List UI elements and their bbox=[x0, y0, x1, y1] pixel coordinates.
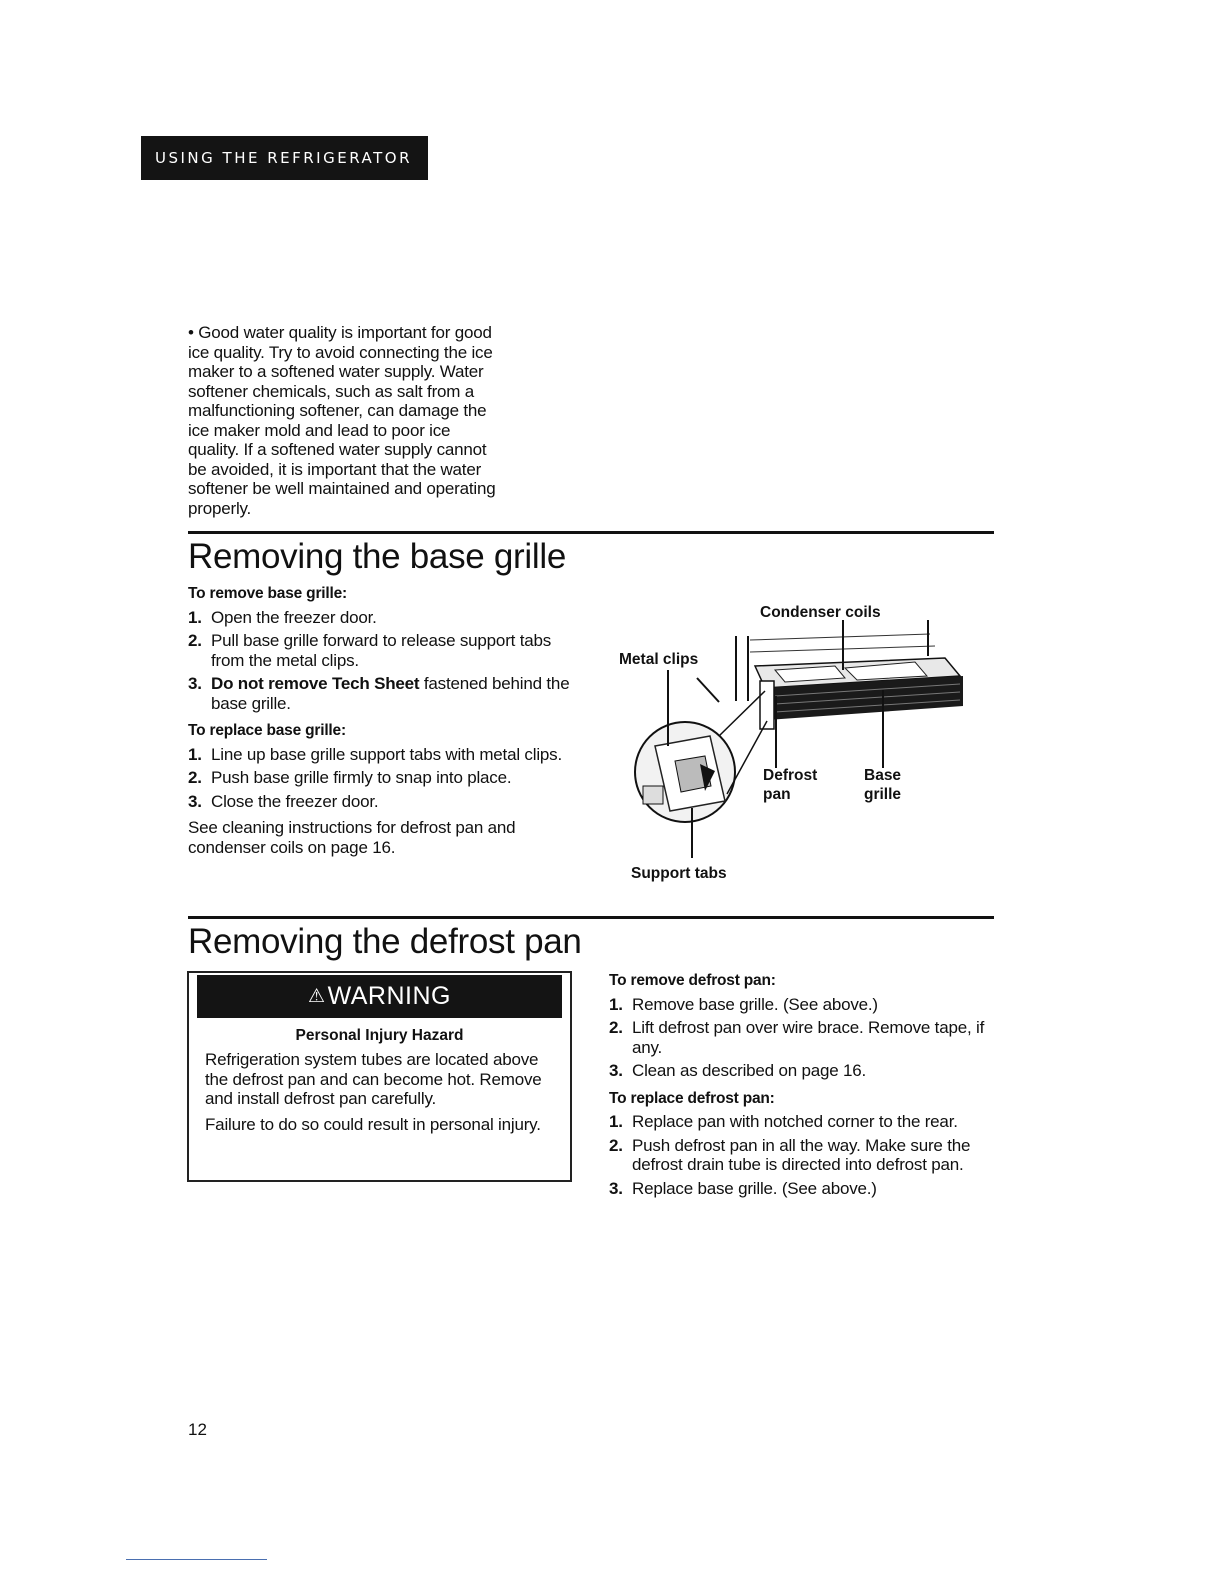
section-divider bbox=[188, 531, 994, 534]
step-text: Replace base grille. (See above.) bbox=[632, 1178, 877, 1198]
list-item bbox=[188, 608, 583, 628]
step-text: Push defrost pan in all the way. Make sure the defrost drain tube is directed into defrost pan. bbox=[632, 1135, 971, 1174]
intro-line: quality. If a softened water supply cannot bbox=[188, 440, 487, 459]
metal-clips-label: Metal clips bbox=[619, 651, 699, 668]
intro-line: ice maker mold and lead to poor ice bbox=[188, 420, 451, 440]
list-item bbox=[609, 995, 993, 1015]
list-item bbox=[609, 1179, 993, 1199]
step-text: fastened behind the base grille. bbox=[211, 674, 570, 713]
list-item bbox=[188, 631, 583, 670]
step-text: Lift defrost pan over wire brace. Remove tape, if any. bbox=[632, 1018, 985, 1057]
step-text: Line up base grille support tabs with metal clips. bbox=[211, 744, 562, 764]
remove-pan-steps bbox=[609, 995, 993, 1081]
list-item bbox=[609, 1061, 993, 1081]
step-text: Pull base grille forward to release support tabs from the metal clips. bbox=[211, 631, 552, 670]
intro-line: • Good water quality is important for good bbox=[188, 323, 492, 342]
step-text: Replace pan with notched corner to the rear. bbox=[632, 1112, 958, 1131]
step-number: 2. bbox=[188, 768, 202, 787]
remove-grille-steps bbox=[188, 608, 583, 714]
step-number: 1. bbox=[188, 744, 202, 764]
step-number: 3. bbox=[188, 674, 202, 693]
refrigerator-base-illustration bbox=[615, 596, 975, 896]
step-number: 2. bbox=[188, 631, 202, 650]
warning-box bbox=[187, 971, 572, 1182]
warning-paragraph: Refrigeration system tubes are located above the defrost pan and can become hot. Remove and install defrost pan carefully. bbox=[205, 1050, 542, 1108]
defrost-pan-label-line2: pan bbox=[763, 786, 791, 803]
intro-line: malfunctioning softener, can damage the bbox=[188, 401, 487, 420]
list-item bbox=[609, 1112, 993, 1132]
list-item bbox=[188, 768, 583, 788]
defrost-pan-heading: Removing the defrost pan bbox=[188, 922, 582, 961]
step-text: Push base grille firmly to snap into place. bbox=[211, 768, 512, 787]
intro-line: softener be well maintained and operating bbox=[188, 479, 496, 498]
step-text: Close the freezer door. bbox=[211, 791, 379, 811]
step-number: 1. bbox=[609, 1112, 623, 1131]
intro-line: maker to a softened water supply. Water bbox=[188, 362, 484, 381]
warning-label: WARNING bbox=[327, 982, 451, 1010]
list-item bbox=[188, 792, 583, 812]
step-bold-text: Do not remove Tech Sheet bbox=[211, 674, 420, 693]
base-grille-label-line2: grille bbox=[864, 786, 902, 803]
step-number: 2. bbox=[609, 1018, 623, 1037]
defrost-pan-label-line1: Defrost bbox=[763, 767, 818, 784]
warning-text bbox=[205, 1050, 560, 1140]
defrost-pan-label bbox=[763, 766, 817, 804]
step-number: 1. bbox=[188, 607, 202, 627]
step-number: 3. bbox=[188, 791, 202, 811]
replace-pan-title: To replace defrost pan: bbox=[609, 1089, 775, 1107]
page-number: 12 bbox=[188, 1420, 207, 1439]
step-number: 1. bbox=[609, 994, 623, 1014]
step-number: 3. bbox=[609, 1061, 623, 1080]
section-header-tab: USING THE REFRIGERATOR bbox=[141, 136, 428, 180]
base-grille-label bbox=[864, 766, 901, 804]
list-item bbox=[188, 674, 583, 713]
water-quality-note bbox=[188, 323, 583, 518]
intro-line: softener chemicals, such as salt from a bbox=[188, 381, 475, 401]
defrost-pan-instructions bbox=[609, 971, 993, 1202]
remove-pan-title: To remove defrost pan: bbox=[609, 972, 776, 989]
list-item bbox=[609, 1018, 993, 1057]
base-grille-heading: Removing the base grille bbox=[188, 537, 567, 576]
list-item bbox=[609, 1136, 993, 1175]
replace-pan-steps bbox=[609, 1112, 993, 1198]
cleaning-note: See cleaning instructions for defrost pan and condenser coils on page 16. bbox=[188, 818, 516, 857]
step-number: 3. bbox=[609, 1178, 623, 1198]
section-divider bbox=[188, 916, 994, 919]
warning-title: Personal Injury Hazard bbox=[295, 1027, 464, 1044]
warning-triangle-icon: ⚠ bbox=[308, 986, 326, 1007]
base-grille-instructions bbox=[188, 584, 583, 874]
step-text: Remove base grille. (See above.) bbox=[632, 994, 878, 1014]
condenser-coils-label: Condenser coils bbox=[760, 604, 881, 621]
warning-paragraph: Failure to do so could result in personal injury. bbox=[205, 1114, 541, 1134]
support-tabs-label: Support tabs bbox=[631, 865, 727, 882]
step-text: Clean as described on page 16. bbox=[632, 1061, 867, 1080]
base-grille-diagram bbox=[615, 596, 975, 896]
intro-line: ice quality. Try to avoid connecting the ice bbox=[188, 342, 493, 362]
footer-link-underline bbox=[126, 1559, 267, 1560]
step-number: 2. bbox=[609, 1135, 623, 1155]
replace-grille-title: To replace base grille: bbox=[188, 722, 346, 739]
replace-grille-steps bbox=[188, 745, 583, 812]
intro-line: properly. bbox=[188, 498, 252, 518]
intro-line: be avoided, it is important that the water bbox=[188, 459, 482, 479]
base-grille-label-line1: Base bbox=[864, 767, 902, 784]
warning-banner bbox=[197, 975, 562, 1018]
step-text: Open the freezer door. bbox=[211, 607, 377, 627]
remove-grille-title: To remove base grille: bbox=[188, 585, 347, 602]
list-item bbox=[188, 745, 583, 765]
